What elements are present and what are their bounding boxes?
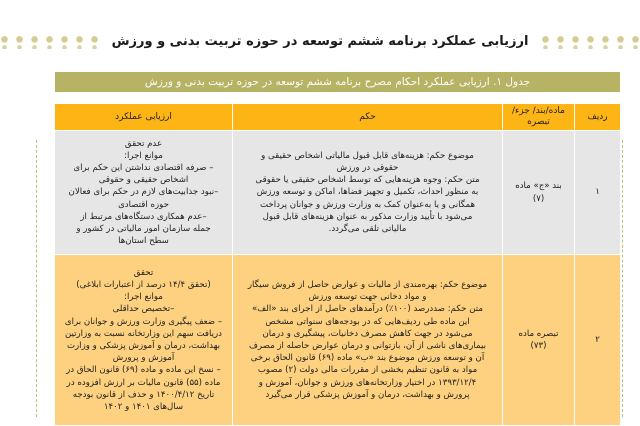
cell-text-line: مالیاتی تلقی می‌گردد. (328, 224, 407, 234)
cell-text-line: (تحقق ۱۴/۴ درصد از اعتبارات ابلاغی) (76, 279, 211, 290)
cell-text-line: سطح استان‌ها (118, 236, 169, 247)
cell-text-line: –نبود جذابیت‌های لازم در حکم برای فعالان (68, 187, 219, 198)
cell-text-line: بهداشت، درمان و آموزش پزشکی و وزارت (66, 341, 221, 351)
header-madde: ماده/بند/ جزء/تبصره (503, 104, 575, 131)
cell-text-line: (۷۳) (530, 341, 547, 351)
cell-madde (503, 131, 575, 255)
cell-text-line: متن حکم: وجوه هزینه‌هایی که توسط اشخاص حقیقی یا حقوقی (255, 175, 480, 186)
table-caption: جدول ۱. ارزیابی عملکرد احکام مصرح برنامه ششم توسعه در حوزه تربیت بدنی و ورزش (55, 72, 620, 92)
left-margin-rule (36, 140, 37, 417)
cell-text-line: حقوقی در ورزش (336, 162, 399, 173)
table-row (55, 255, 621, 426)
cell-text-line: جمله سازمان امور مالیاتی در کشور و (76, 224, 211, 234)
right-margin-rule (622, 140, 623, 417)
cell-text-line: ۱۳۹۳/۱۲/۴ در اختیار وزارتخانه‌های ورزش و جوانان، آموزش و (258, 377, 477, 388)
cell-radif: ۱ (575, 131, 621, 255)
cell-text-line: تبصره ماده (518, 328, 559, 339)
cell-evaluation (55, 255, 233, 426)
header-hokm: حکم (233, 104, 503, 131)
cell-text-line: پرورش و بهداشت، درمان و آموزش پزشکی قرار می‌گیرد (265, 389, 470, 400)
cell-text-line: بند «ج» ماده (515, 181, 562, 192)
cell-text-line: – نسخ این ماده و ماده (۶۹) قانون الحاق در (66, 365, 221, 376)
cell-madde (503, 255, 575, 426)
cell-text-line: متن حکم: صددرصد (۱۰۰٪) درآمدهای حاصل از اجرای بند «الف» (252, 304, 483, 315)
cell-text-line: سال‌های ۱۴۰۱ و ۱۴۰۲ (103, 402, 184, 413)
cell-text-line: تحقق (133, 267, 154, 278)
cell-text-line: همگانی و یا به‌عنوان کمک به وزارت ورزش و جوانان پرداخت (259, 199, 476, 210)
cell-text-line: و مواد دخانی جهت توسعه ورزش (308, 292, 427, 303)
header-radif: ردیف (575, 104, 621, 131)
cell-evaluation (55, 131, 233, 255)
ornament-left-icon (0, 33, 102, 49)
cell-text-line: ماده (۵۵) قانون مالیات بر ارزش افزوده در (66, 377, 221, 388)
page-title: ارزیابی عملکرد برنامه ششم توسعه در حوزه تربیت بدنی و ورزش (111, 33, 529, 49)
cell-text-line: می‌شود در جهت کاهش مصرف دخانیات، پیشگیری و درمان (262, 328, 473, 339)
cell-text-line: می‌شود با تأیید وزارت مذکور به عنوان هزینه‌های قابل قبول (262, 211, 473, 222)
cell-text-line: تاریخ ۱۴۰۰/۴/۱۲ و حذف از قانون بودجه (72, 389, 215, 400)
cell-text-line: –تخصیص حداقلی (112, 304, 175, 315)
ornament-right-icon (538, 33, 640, 49)
cell-text-line: این ماده طی ردیف‌هایی که در بودجه‌های سنواتی مشخص (265, 316, 470, 327)
evaluation-table (54, 103, 621, 426)
cell-text-line: موضوع حکم: هزینه‌های قابل قبول مالیاتی اشخاص حقیقی و (261, 150, 474, 161)
table-row (55, 131, 621, 255)
cell-text-line: آموزش و پرورش (112, 353, 175, 364)
cell-text-line: حوزه اقتصادی (118, 199, 169, 210)
cell-text-line: آن و توسعه ورزش موضوع بند «ب» ماده (۶۹) قانون الحاق برخی (250, 353, 485, 364)
cell-text-line: عدم تحقق (124, 138, 163, 149)
header-evaluation: ارزیابی عملکرد (55, 104, 233, 131)
cell-text-line: موانع اجرا: (124, 292, 163, 303)
cell-text-line: موانع اجرا: (124, 150, 163, 161)
cell-hokm (233, 131, 503, 255)
page-header (0, 26, 640, 56)
cell-text-line: بیماری‌های ناشی از آن، بازتوانی و درمان عوارض حاصله از مصرف (248, 341, 487, 351)
cell-text-line: به منظور احداث، تکمیل و تجهیز فضاها، اماکن و توسعه ورزش (256, 187, 479, 198)
cell-text-line: موضوع حکم: بهره‌مندی از مالیات و عوارض حاصل از فروش سیگار (247, 279, 488, 290)
cell-text-line: – صرفه اقتصادی نداشتن این حکم برای (73, 162, 214, 173)
cell-text-line: (۷) (532, 193, 545, 204)
cell-text-line: – ضعف پیگیری وزارت ورزش و جوانان برای (64, 316, 223, 327)
cell-radif: ۲ (575, 255, 621, 426)
cell-text-line: اشخاص حقیقی و حقوقی (98, 175, 189, 186)
cell-text-line: مواد به قانون تنظیم بخشی از مقررات مالی دولت (۲) مصوب (257, 365, 478, 376)
cell-text-line: –عدم همکاری دستگاه‌های مرتبط از (80, 211, 207, 222)
table-header-row (55, 104, 621, 131)
cell-text-line: دریافت سهم این وزارتخانه نسبت به وزارتین (65, 328, 222, 339)
cell-hokm (233, 255, 503, 426)
